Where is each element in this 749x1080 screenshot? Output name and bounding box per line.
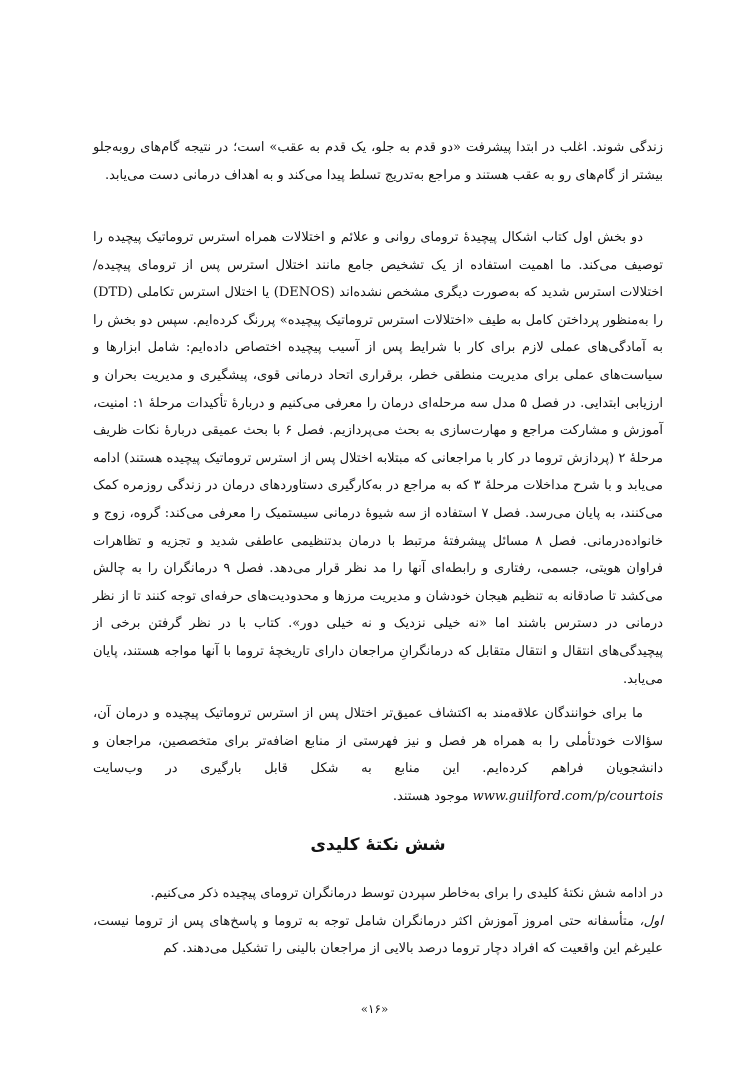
first-point-text: متأسفانه حتی امروز آموزش اکثر درمانگران شامل توجه به تروما و پاسخ‌های پس از تروما نیست، علیرغم این واقعیت که افراد دچار تروما درصد بالایی از مراجعان بالینی را تشکیل می‌دهند. کم <box>93 913 663 957</box>
paragraph-resources <box>93 700 663 810</box>
section-body <box>93 880 663 963</box>
paragraph-continuation: زندگی شوند. اغلب در ابتدا پیشرفت «دو قدم به جلو، یک قدم به عقب» است؛ در نتیجه گام‌های روبه‌جلو بیشتر از گام‌های رو به عقب هستند و مراجع به‌تدریج تسلط پیدا می‌کند و به اهداف درمانی دست می‌یابد. <box>93 140 663 183</box>
paragraph-book-overview: دو بخش اول کتاب اشکال پیچیدهٔ ترومای روانی و علائم و اختلالات همراه استرس تروماتیک پیچیده را توصیف می‌کند. ما اهمیت استفاده از یک تشخیص جامع مانند اختلال استرس پس از ترومای پیچیده/ اختلالات استرس شدید که به‌صورت دیگری مشخص نشده‌اند (DENOS) یا اختلال استرس تکاملی (DTD) را به‌منظور پرداختن کامل به طیف «اختلالات استرس تروماتیک پیچیده» پررنگ کرده‌ایم. سپس دو بخش را به آمادگی‌های عملی لازم برای کار با شرایط پس از آسیب پیچیده اختصاص داده‌ایم: شامل ابزارها و سیاست‌های عملی برای مدیریت منطقی خطر، برقراری اتحاد درمانی قوی، پیشگیری و مدیریت بحران و ارزیابی ابتدایی. در فصل ۵ مدل سه مرحله‌ای درمان را معرفی می‌کنیم و دربارهٔ تأکیدات مرحلهٔ ۱: امنیت، آموزش و مشارکت مراجع و مهارت‌سازی به بحث می‌پردازیم. فصل ۶ با بحث عمیقی دربارهٔ نکات ظریف مرحلهٔ ۲ (پردازش تروما در کار با مراجعانی که مبتلابه اختلال پس از استرس تروماتیک پیچیده هستند) ادامه می‌یابد و با شرح مداخلات مرحلهٔ ۳ که به مراجع در به‌کارگیری دستاوردهای درمان در زندگی روزمره کمک می‌کنند، به پایان می‌رسد. فصل ۷ استفاده از سه شیوهٔ درمانی سیستمیک را معرفی می‌کند: گروه، زوج و خانواده‌درمانی. فصل ۸ مسائل پیشرفتهٔ مرتبط با درمان بدتنظیمی عاطفی شدید و تجزیه و تظاهرات فراوان هویتی، جسمی، رفتاری و رابطه‌ای آنها را مد نظر قرار می‌دهد. فصل ۹ درمانگران را به چالش می‌کشد تا صادقانه به تنظیم هیجان خودشان و مدیریت مرزها و محدودیت‌های حرفه‌ای توجه کنند تا از نظر درمانی در دسترس باشند اما «نه خیلی نزدیک و نه خیلی دور». کتاب با در نظر گرفتن برخی از پیچیدگی‌های انتقال و انتقال متقابل که درمانگرانِ مراجعان دارای تاریخچهٔ تروما با آنها مواجه هستند، پایان می‌یابد. <box>93 230 663 687</box>
resources-text: ما برای خوانندگان علاقه‌مند به اکتشاف عمیق‌تر اختلال پس از استرس تروماتیک پیچیده و درمان آن، سؤالات خودتأملی را به همراه هر فصل و نیز فهرستی از منابع اضافه‌تر برای متخصصین، مراجعان و دانشجویان فراهم کرده‌ایم. این منابع به شکل قابل بارگیری در وب‌سایت <box>93 706 663 777</box>
section-intro-paragraph: در ادامه شش نکتهٔ کلیدی را برای به‌خاطر سپردن توسط درمانگران ترومای پیچیده ذکر می‌کنیم. <box>150 886 663 901</box>
section-heading: شش نکتهٔ کلیدی <box>310 835 446 855</box>
first-point-label: اول، <box>639 913 663 929</box>
page-number: «۱۶» <box>360 1002 389 1016</box>
resources-text-end: موجود هستند. <box>392 788 469 804</box>
first-point-paragraph <box>93 908 663 963</box>
resources-url: www.guilford.com/p/courtois <box>472 788 663 804</box>
